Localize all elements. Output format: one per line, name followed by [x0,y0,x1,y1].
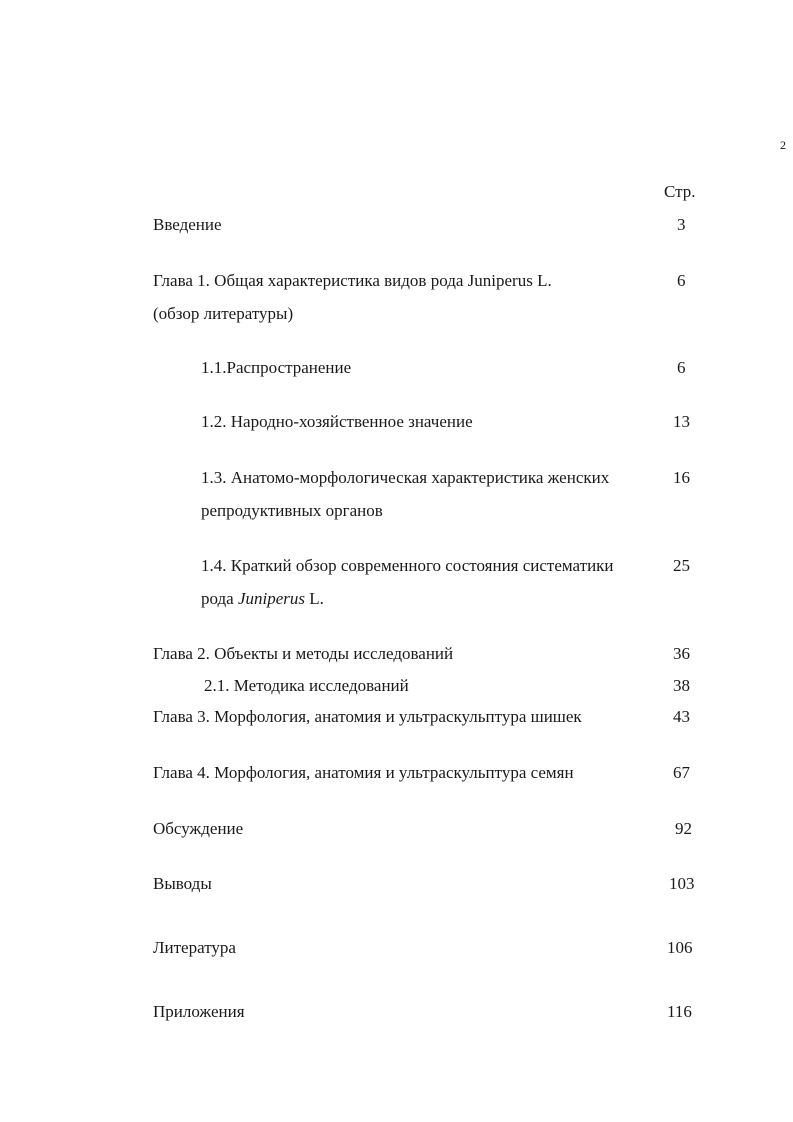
toc-entry-page: 103 [669,874,695,893]
toc-entry-title-line2: (обзор литературы) [153,304,294,323]
toc-entry-title-line2-suffix: L. [305,589,324,608]
toc-entry-title-line2 [201,582,324,615]
toc-entry-page: 13 [673,412,690,431]
toc-entry-title: Выводы [153,874,212,893]
toc-entry-title: 1.3. Анатомо-морфологическая характеристика женских [201,468,610,487]
toc-entry-page: 92 [675,819,692,838]
toc-entry-title: Введение [153,215,222,234]
toc-entry-page: 116 [667,1002,692,1021]
page-column-header: Стр. [664,182,696,201]
toc-entry-page: 16 [673,468,690,487]
toc-entry-title: 1.2. Народно-хозяйственное значение [201,412,473,431]
toc-entry-page: 36 [673,644,690,663]
toc-entry-page: 67 [673,763,690,782]
toc-entry-page: 38 [673,676,690,695]
toc-entry-title-line2-prefix: рода [201,589,238,608]
toc-entry-title: 2.1. Методика исследований [204,676,409,695]
toc-entry-title: Обсуждение [153,819,244,838]
toc-entry-title: Глава 3. Морфология, анатомия и ультраскульптура шишек [153,707,582,726]
toc-entry-page: 6 [677,271,686,290]
toc-entry-title: Глава 4. Морфология, анатомия и ультраскульптура семян [153,763,574,782]
toc-entry-title: Глава 1. Общая характеристика видов рода Juniperus L. [153,271,552,290]
toc-entry-page: 25 [673,556,690,575]
toc-entry-page: 43 [673,707,690,726]
toc-entry-page: 106 [667,938,693,957]
toc-entry-title-line2: репродуктивных органов [201,501,383,520]
toc-entry-title: Глава 2. Объекты и методы исследований [153,644,454,663]
toc-entry-title: 1.1.Распространение [201,358,352,377]
toc-entry-page: 6 [677,358,686,377]
toc-entry-title-line2-genus: Juniperus [237,589,306,608]
toc-entry-title: Литература [153,938,236,957]
toc-entry-page: 3 [677,215,686,234]
page-number: 2 [780,138,786,152]
toc-entry-title: Приложения [153,1002,245,1021]
toc-entry-title: 1.4. Краткий обзор современного состояния систематики [201,556,614,575]
